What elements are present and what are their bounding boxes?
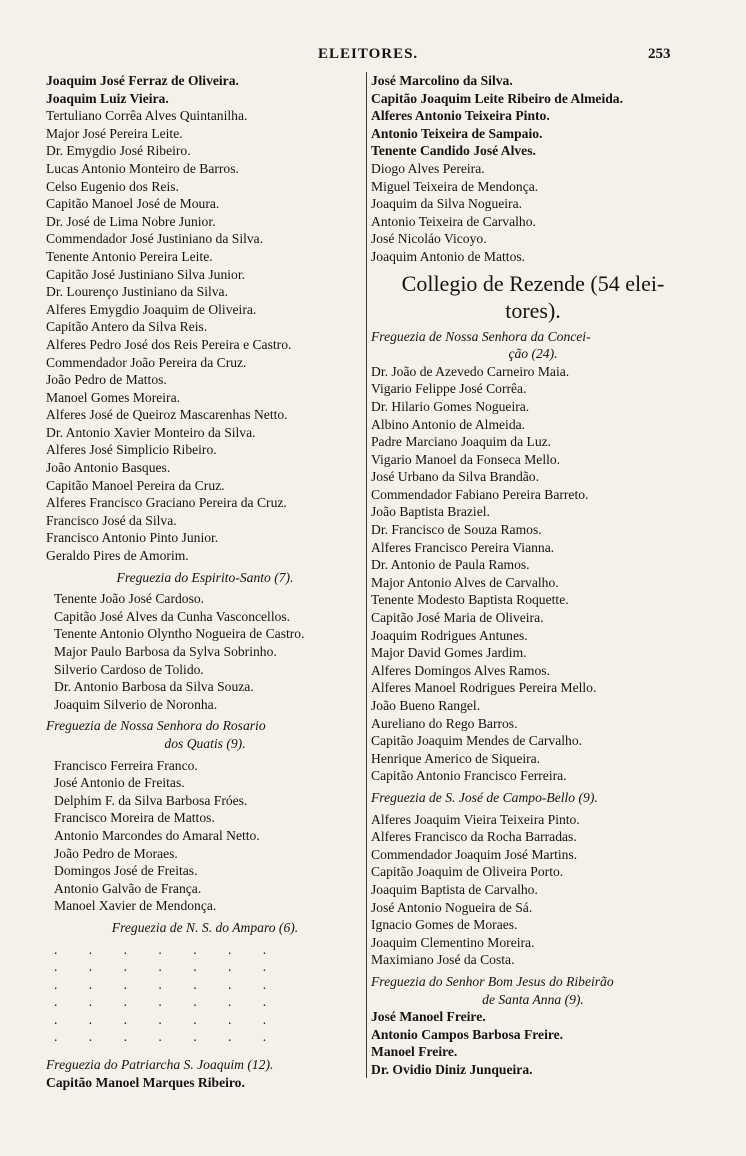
list-item: José Marcolino da Silva. xyxy=(371,73,513,88)
list-item: Antonio Campos Barbosa Freire. xyxy=(371,1026,564,1042)
list-item: Dr. Francisco de Souza Ramos. xyxy=(371,522,542,538)
list-item: Major Antonio Alves de Carvalho. xyxy=(371,574,559,590)
list-item: Alferes Domingos Alves Ramos. xyxy=(371,662,550,678)
list-item: Manoel Gomes Moreira. xyxy=(46,389,181,405)
list-item: Capitão José Maria de Oliveira. xyxy=(371,610,544,626)
list-item: Dr. João de Azevedo Carneiro Maia. xyxy=(371,363,570,379)
dot-leader: . . . . . . . xyxy=(54,1029,281,1045)
list-item: Silverio Cardoso de Tolido. xyxy=(54,661,204,677)
list-item: Tenente Candido José Alves. xyxy=(371,143,536,159)
list-item: Alferes Francisco da Rocha Barradas. xyxy=(371,829,577,845)
list-item: Alferes Emygdio Joaquim de Oliveira. xyxy=(46,301,257,317)
list-item: Domingos José de Freitas. xyxy=(54,863,198,879)
list-item: Alferes Antonio Teixeira Pinto. xyxy=(371,108,550,124)
parish-heading-rosario: Freguezia de Nossa Senhora do Rosario xyxy=(46,718,266,734)
college-heading-cont: tores). xyxy=(505,297,561,323)
list-item: Tenente João José Cardoso. xyxy=(54,591,205,607)
elector-list-right-b xyxy=(371,363,695,785)
list-item: Capitão Antonio Francisco Ferreira. xyxy=(371,768,567,784)
list-item: Vigario Manoel da Fonseca Mello. xyxy=(371,451,561,467)
elector-list-c xyxy=(46,757,364,915)
list-item: Delphim F. da Silva Barbosa Fróes. xyxy=(54,792,248,808)
list-item: Joaquim José Ferraz de Oliveira. xyxy=(46,73,239,88)
list-item: Albino Antonio de Almeida. xyxy=(371,416,526,432)
list-item: Francisco José da Silva. xyxy=(46,512,177,528)
college-heading: Collegio de Rezende (54 elei- xyxy=(401,270,665,296)
omitted-entries-dots xyxy=(46,941,364,1047)
page-title: ELEITORES. xyxy=(318,46,419,62)
list-item: Miguel Teixeira de Mendonça. xyxy=(371,178,539,194)
list-item: João Baptista Braziel. xyxy=(371,504,490,520)
parish-heading-amparo: Freguezia de N. S. do Amparo (6). xyxy=(111,919,299,935)
list-item: Diogo Alves Pereira. xyxy=(371,160,485,176)
list-item: Dr. Antonio Barbosa da Silva Souza. xyxy=(54,679,254,695)
list-item: Tertuliano Corrêa Alves Quintanilha. xyxy=(46,108,248,124)
list-item: Joaquim Rodrigues Antunes. xyxy=(371,627,528,643)
list-item: Dr. Hilario Gomes Nogueira. xyxy=(371,398,530,414)
list-item: Dr. Antonio de Paula Ramos. xyxy=(371,557,530,573)
list-item: Major José Pereira Leite. xyxy=(46,125,183,141)
list-item: Commendador João Pereira da Cruz. xyxy=(46,354,247,370)
list-item: Antonio Teixeira de Sampaio. xyxy=(371,125,543,141)
list-item: Dr. Emygdio José Ribeiro. xyxy=(46,143,191,159)
list-item: Major David Gomes Jardim. xyxy=(371,645,527,661)
parish-heading-conceicao: Freguezia de Nossa Senhora da Concei- xyxy=(371,328,591,344)
list-item: Alferes Francisco Graciano Pereira da Cruz. xyxy=(46,495,287,511)
list-item: Capitão José Justiniano Silva Junior. xyxy=(46,266,245,282)
list-item: Alferes Joaquim Vieira Teixeira Pinto. xyxy=(371,811,580,827)
list-item: Commendador Joaquim José Martins. xyxy=(371,846,578,862)
list-item: João Pedro de Moraes. xyxy=(54,845,178,861)
list-item: Geraldo Pires de Amorim. xyxy=(46,548,189,564)
parish-heading-bom-jesus-cont: de Santa Anna (9). xyxy=(482,991,584,1007)
list-item: Capitão Joaquim de Oliveira Porto. xyxy=(371,864,564,880)
list-item: Capitão Joaquim Mendes de Carvalho. xyxy=(371,733,583,749)
list-item: Dr. Ovidio Diniz Junqueira. xyxy=(371,1061,533,1077)
list-item: Joaquim Silverio de Noronha. xyxy=(54,696,218,712)
list-item: João Pedro de Mattos. xyxy=(46,372,167,388)
list-item: Dr. Lourenço Justiniano da Silva. xyxy=(46,284,228,300)
list-item: João Bueno Rangel. xyxy=(371,698,481,713)
list-item: Alferes José Simplicio Ribeiro. xyxy=(46,442,217,458)
list-item: Capitão Manoel Pereira da Cruz. xyxy=(46,477,225,493)
list-item: Francisco Moreira de Mattos. xyxy=(54,810,215,826)
dot-leader: . . . . . . . xyxy=(54,959,281,975)
parish-heading-espirito-santo: Freguezia do Espirito-Santo (7). xyxy=(116,569,294,585)
list-item: Capitão Antero da Silva Reis. xyxy=(46,319,208,335)
list-item: Dr. José de Lima Nobre Junior. xyxy=(46,213,216,229)
list-item: Henrique Americo de Siqueira. xyxy=(371,750,541,766)
list-item: Major Paulo Barbosa da Sylva Sobrinho. xyxy=(54,644,277,659)
list-item: Maximiano José da Costa. xyxy=(371,952,515,968)
list-item: Ignacio Gomes de Moraes. xyxy=(371,917,518,933)
elector-list-right-a xyxy=(371,72,695,266)
list-item: Tenente Antonio Olyntho Nogueira de Castro. xyxy=(54,626,305,642)
list-item: Lucas Antonio Monteiro de Barros. xyxy=(46,160,239,176)
page-number: 253 xyxy=(648,46,671,62)
list-item: Tenente Antonio Pereira Leite. xyxy=(46,248,213,264)
dot-leader: . . . . . . . xyxy=(54,976,281,992)
list-item: José Manoel Freire. xyxy=(371,1009,486,1025)
list-item: Tenente Modesto Baptista Roquette. xyxy=(371,592,569,608)
right-column xyxy=(366,72,695,1078)
list-item: José Urbano da Silva Brandão. xyxy=(371,469,539,485)
list-item: Alferes Francisco Pereira Vianna. xyxy=(371,539,555,555)
list-item: Manoel Xavier de Mendonça. xyxy=(54,898,217,914)
left-column xyxy=(46,72,364,1091)
dot-leader: . . . . . . . xyxy=(54,941,281,957)
parish-heading-bom-jesus: Freguezia do Senhor Bom Jesus do Ribeirão xyxy=(371,973,614,989)
list-item: Vigario Felippe José Corrêa. xyxy=(371,381,527,397)
elector-list-a xyxy=(46,72,364,565)
list-item: Joaquim da Silva Nogueira. xyxy=(371,196,523,212)
list-item: Alferes Manoel Rodrigues Pereira Mello. xyxy=(371,680,597,696)
list-item: Capitão José Alves da Cunha Vasconcellos. xyxy=(54,608,291,624)
elector-list-right-c xyxy=(371,811,695,969)
list-item: Alferes José de Queiroz Mascarenhas Netto. xyxy=(46,407,288,423)
list-item: Joaquim Antonio de Mattos. xyxy=(371,248,526,264)
list-item: João Antonio Basques. xyxy=(46,460,171,476)
list-item: Capitão Manoel Marques Ribeiro. xyxy=(46,1074,245,1090)
list-item: José Antonio Nogueira de Sá. xyxy=(371,899,533,915)
list-item: Padre Marciano Joaquim da Luz. xyxy=(371,434,552,450)
parish-heading-conceicao-cont: ção (24). xyxy=(508,346,558,362)
list-item: José Antonio de Freitas. xyxy=(54,775,185,791)
list-item: Capitão Manoel José de Moura. xyxy=(46,196,220,212)
list-item: Alferes Pedro José dos Reis Pereira e Castro. xyxy=(46,336,292,352)
list-item: Dr. Antonio Xavier Monteiro da Silva. xyxy=(46,424,256,440)
parish-heading-sao-joaquim: Freguezia do Patriarcha S. Joaquim (12). xyxy=(46,1057,274,1073)
list-item: Commendador Fabiano Pereira Barreto. xyxy=(371,486,589,502)
list-item: Joaquim Clementino Moreira. xyxy=(371,934,535,950)
list-item: Capitão Joaquim Leite Ribeiro de Almeida. xyxy=(371,90,623,106)
parish-heading-rosario-cont: dos Quatis (9). xyxy=(164,735,246,751)
elector-list-b xyxy=(46,590,364,713)
parish-heading-campo-bello: Freguezia de S. José de Campo-Bello (9). xyxy=(371,789,598,805)
list-item: Celso Eugenio dos Reis. xyxy=(46,178,179,194)
list-item: Manoel Freire. xyxy=(371,1044,458,1060)
list-item: Aureliano do Rego Barros. xyxy=(371,715,518,731)
list-item: José Nicoláo Vicoyo. xyxy=(371,231,487,247)
list-item: Commendador José Justiniano da Silva. xyxy=(46,231,264,247)
elector-list-right-d xyxy=(371,1008,695,1078)
list-item: Francisco Antonio Pinto Junior. xyxy=(46,530,219,546)
dot-leader: . . . . . . . xyxy=(54,994,281,1010)
dot-leader: . . . . . . . xyxy=(54,1011,281,1027)
list-item: Antonio Teixeira de Carvalho. xyxy=(371,213,536,229)
list-item: Antonio Galvão de França. xyxy=(54,880,202,896)
list-item: Antonio Marcondes do Amaral Netto. xyxy=(54,827,260,843)
list-item: Joaquim Baptista de Carvalho. xyxy=(371,881,538,897)
page-header xyxy=(0,46,746,70)
list-item: Francisco Ferreira Franco. xyxy=(54,757,198,773)
list-item: Joaquim Luiz Vieira. xyxy=(46,90,169,106)
